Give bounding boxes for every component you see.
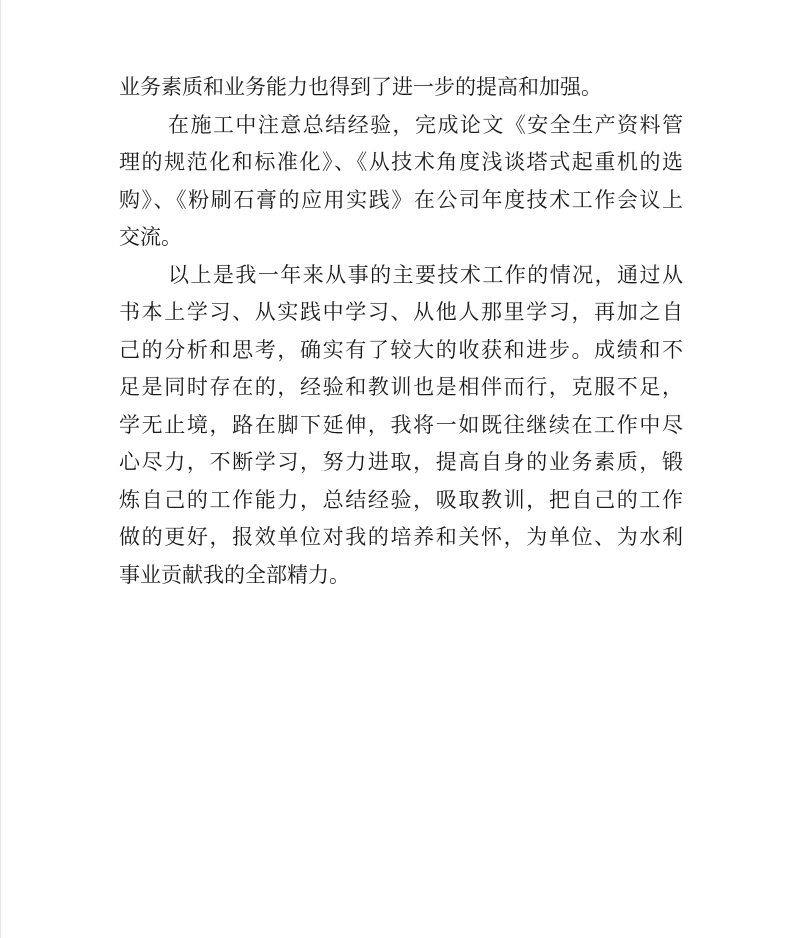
paragraph-2-line-4: 交流。 <box>119 225 182 249</box>
paragraph-3-line-7: 炼自己的工作能力，总结经验，吸取教训，把自己的工作 <box>119 487 683 512</box>
paragraph-3-line-8: 做的更好，报效单位对我的培养和关怀，为单位、为水利 <box>119 525 683 549</box>
paragraph-1-line-1: 业务素质和业务能力也得到了进一步的提高和加强。 <box>119 75 602 99</box>
paragraph-3-line-2: 书本上学习、从实践中学习、从他人那里学习，再加之自 <box>119 300 683 324</box>
paragraph-3-line-9: 事业贡献我的全部精力。 <box>119 562 350 587</box>
paragraph-2-line-2: 理的规范化和标准化》、《从技术角度浅谈塔式起重机的选 <box>119 150 683 174</box>
paragraph-3-line-3: 己的分析和思考，确实有了较大的收获和进步。成绩和不 <box>119 337 683 362</box>
paragraph-3-line-1: 以上是我一年来从事的主要技术工作的情况，通过从 <box>168 262 683 287</box>
paragraph-2-line-1: 在施工中注意总结经验，完成论文《安全生产资料管 <box>168 112 683 137</box>
paragraph-2-line-3: 购》、《粉刷石膏的应用实践》在公司年度技术工作会议上 <box>119 187 683 212</box>
document-body <box>119 69 683 594</box>
paragraph-3-line-6: 心尽力，不断学习，努力进取，提高自身的业务素质，锻 <box>119 450 683 474</box>
paragraph-3-line-4: 足是同时存在的，经验和教训也是相伴而行，克服不足， <box>119 375 683 399</box>
paragraph-3-line-5: 学无止境，路在脚下延伸，我将一如既往继续在工作中尽 <box>119 412 683 437</box>
